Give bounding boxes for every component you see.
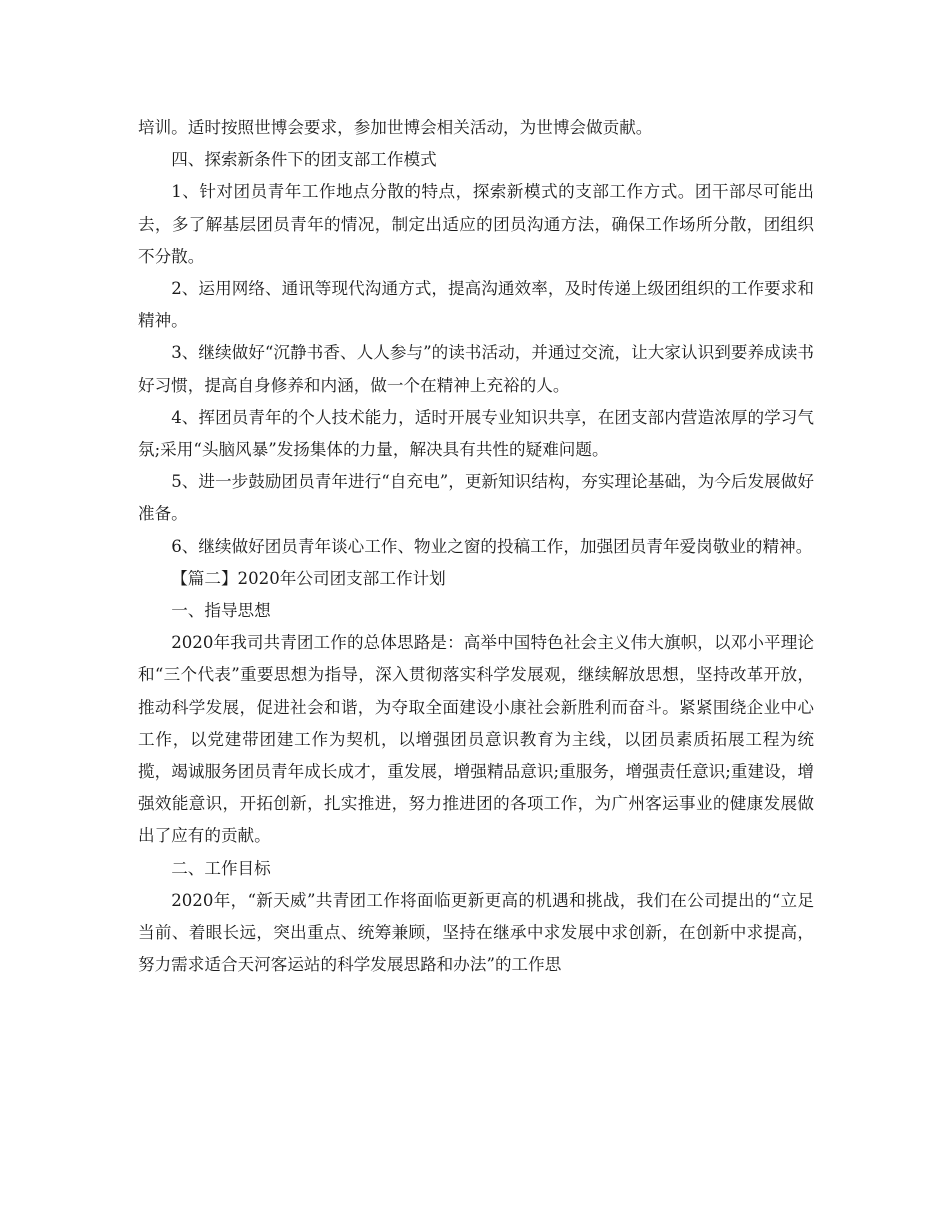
- list-item-3: 3、继续做好“沉静书香、人人参与”的读书活动，并通过交流，让大家认识到要养成读书好习惯，提高自身修养和内涵，做一个在精神上充裕的人。: [138, 343, 814, 395]
- list-item-4: 4、挥团员青年的个人技术能力，适时开展专业知识共享，在团支部内营造浓厚的学习气氛;采用“头脑风暴”发扬集体的力量，解决具有共性的疑难问题。: [138, 407, 814, 460]
- list-item-2: 2、运用网络、通讯等现代沟通方式，提高沟通效率，及时传递上级团组织的工作要求和精神。: [138, 279, 814, 331]
- chapter-title: 【篇二】2020年公司团支部工作计划: [171, 568, 446, 588]
- section-heading-work-goals: 二、工作目标: [171, 858, 271, 878]
- section-heading-4: 四、探索新条件下的团支部工作模式: [171, 150, 437, 170]
- list-item-1: 1、针对团员青年工作地点分散的特点，探索新模式的支部工作方式。团干部尽可能出去，多了解基层团员青年的情况，制定出适应的团员沟通方法，确保工作场所分散，团组织不分散。: [138, 182, 814, 266]
- paragraph-continuation: 培训。适时按照世博会要求，参加世博会相关活动，为世博会做贡献。: [138, 118, 653, 137]
- list-item-6: 6、继续做好团员青年谈心工作、物业之窗的投稿工作，加强团员青年爱岗敬业的精神。: [171, 536, 813, 556]
- paragraph-work-goals: 2020年，“新天威”共青团工作将面临更新更高的机遇和挑战，我们在公司提出的“立足当前、着眼长远，突出重点、统筹兼顾，坚持在继承中求发展中求创新，在创新中求提高，努力需求适合天河客运站的科学发展思路和办法”的工作思: [138, 890, 814, 975]
- paragraph-guiding-thought: 2020年我司共青团工作的总体思路是：高举中国特色社会主义伟大旗帜，以邓小平理论和“三个代表”重要思想为指导，深入贯彻落实科学发展观，继续解放思想，坚持改革开放，推动科学发展，促进社会和谐，为夺取全面建设小康社会新胜利而奋斗。紧紧围绕企业中心工作，以党建带团建工作为契机，以增强团员意识教育为主线，以团员素质拓展工程为统揽，竭诚服务团员青年成长成才，重发展，增强精品意识;重服务，增强责任意识;重建设，增强效能意识，开拓创新，扎实推进，努力推进团的各项工作，为广州客运事业的健康发展做出了应有的贡献。: [138, 633, 814, 846]
- document-page: [138, 112, 814, 981]
- section-heading-guiding-thought: 一、指导思想: [171, 601, 271, 621]
- list-item-5: 5、进一步鼓励团员青年进行“自充电”，更新知识结构，夯实理论基础，为今后发展做好准备。: [138, 472, 814, 524]
